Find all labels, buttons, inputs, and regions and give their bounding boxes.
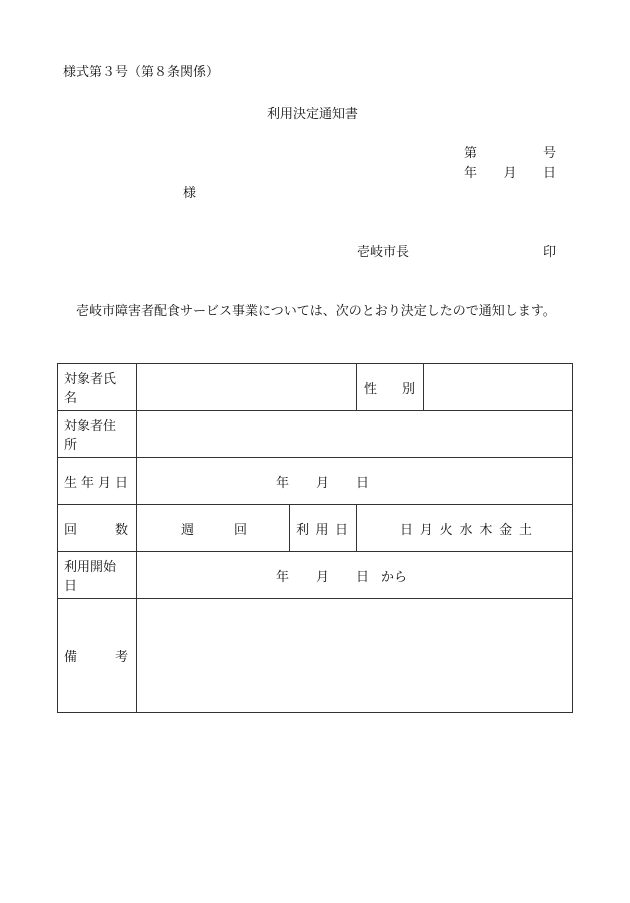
start-month: 月: [316, 569, 330, 585]
dob-label-char: 年: [80, 475, 94, 491]
table-row: [58, 364, 573, 411]
dob-year: 年: [276, 475, 290, 491]
issuer-seal: 印: [543, 245, 557, 260]
name-label: 対象者氏名: [58, 364, 137, 411]
recipient-honorific: 様: [183, 186, 197, 201]
count-label: [58, 505, 137, 552]
gender-label-1: 性: [364, 381, 378, 397]
document-title: 利用決定通知書: [267, 107, 359, 122]
dob-label: [58, 458, 137, 505]
gender-value: [424, 364, 573, 411]
weekday-sat: 土: [518, 522, 532, 538]
start-date-label: 利用開始日: [58, 552, 137, 599]
name-value: [137, 364, 357, 411]
weekday-tue: 火: [439, 522, 453, 538]
start-year: 年: [276, 569, 290, 585]
table-row: [58, 552, 573, 599]
document-number-suffix: 号: [542, 146, 556, 161]
remarks-value: [137, 599, 573, 713]
table-row: [58, 599, 573, 713]
weekday-fri: 金: [499, 522, 513, 538]
table-row: [58, 411, 573, 458]
address-value: [137, 411, 573, 458]
usage-day-label: [290, 505, 357, 552]
dob-label-char: 月: [97, 475, 111, 491]
document-date: [464, 166, 556, 182]
dob-label-char: 生: [64, 475, 78, 491]
decision-table: [57, 363, 573, 713]
gender-label: [357, 364, 424, 411]
date-year: 年: [464, 166, 478, 181]
count-week: 週: [181, 522, 195, 538]
weekday-thu: 木: [479, 522, 493, 538]
dob-value: [137, 458, 573, 505]
weekday-sun: 日: [400, 522, 414, 538]
weekday-wed: 水: [459, 522, 473, 538]
weekdays-value: [357, 505, 573, 552]
start-day: 日: [356, 569, 370, 585]
count-label-2: 数: [114, 522, 128, 538]
form-number: 様式第３号（第８条関係）: [63, 65, 220, 80]
remarks-label-2: 考: [114, 650, 128, 665]
document-number-prefix: 第: [464, 146, 478, 161]
date-day: 日: [542, 166, 556, 181]
table-row: [58, 505, 573, 552]
count-times: 回: [234, 522, 248, 538]
address-label: 対象者住所: [58, 411, 137, 458]
usage-day-label-char: 用: [315, 522, 329, 538]
usage-day-label-char: 利: [296, 522, 310, 538]
dob-label-char: 日: [114, 475, 128, 491]
notice-body-text: 壱岐市障害者配食サービス事業については、次のとおり決定したので通知します。: [76, 304, 556, 319]
table-row: [58, 458, 573, 505]
dob-day: 日: [356, 475, 370, 491]
count-value: [137, 505, 290, 552]
usage-day-label-char: 日: [334, 522, 348, 538]
count-label-1: 回: [64, 522, 78, 538]
dob-month: 月: [316, 475, 330, 491]
start-date-value: [137, 552, 573, 599]
gender-label-2: 別: [401, 381, 415, 397]
issuer-name: 壱岐市長: [357, 245, 410, 260]
document-number: [464, 146, 556, 162]
remarks-label-1: 備: [64, 650, 78, 665]
date-month: 月: [503, 166, 517, 181]
start-from: から: [381, 569, 408, 585]
remarks-label: [58, 599, 137, 713]
weekday-mon: 月: [419, 522, 433, 538]
